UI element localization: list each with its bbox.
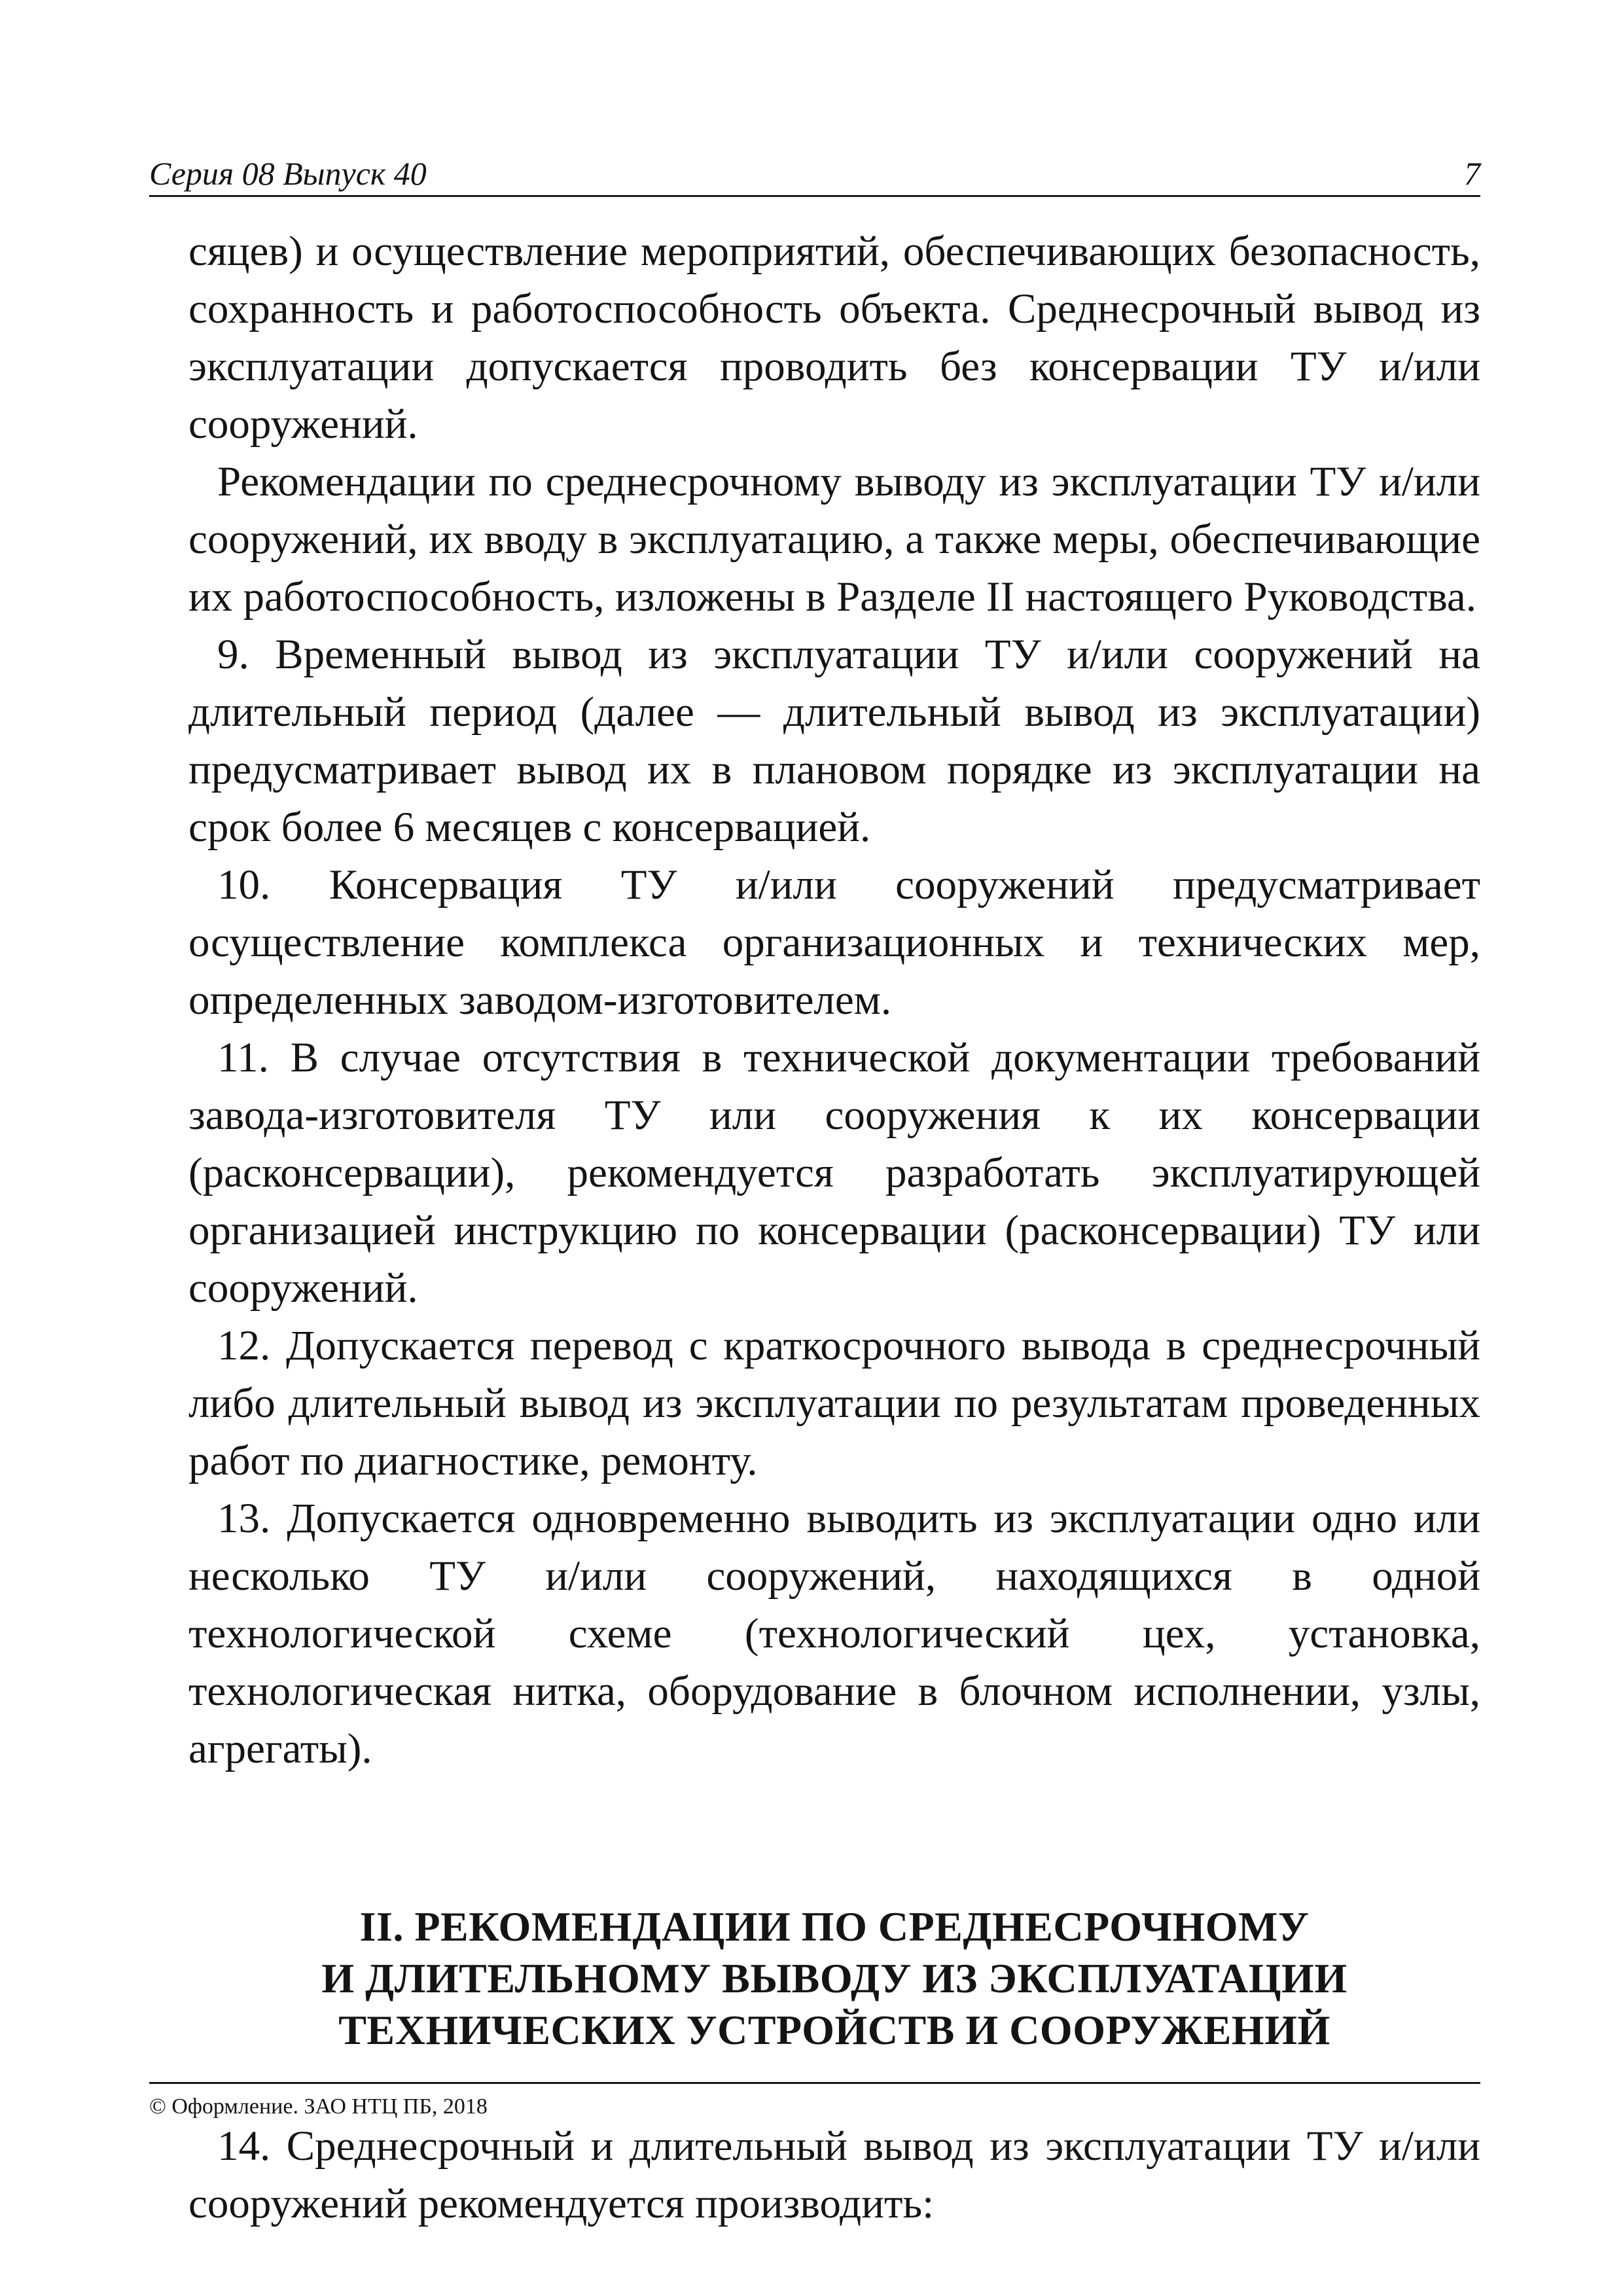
paragraph-item-12: 12. Допускается перевод с краткосрочного вывода в среднесрочный либо длительный вывод из эксплуатации по результатам проведенных работ по диагностике, ремонту. bbox=[188, 1322, 1480, 1484]
paragraph-item-11: 11. В случае отсутствия в технической документации требований завода-изготовителя ТУ или сооружения к их консервации (расконсервации), рекомендуется разработать эксплуатирующей организацией инструкцию по консервации (расконсервации) ТУ или сооружений. bbox=[188, 1034, 1480, 1312]
paragraph-item-14: 14. Среднесрочный и длительный вывод из эксплуатации ТУ и/или сооружений рекомендуется производить: bbox=[188, 2123, 1480, 2227]
running-header bbox=[149, 149, 1480, 197]
paragraph-item-13: 13. Допускается одновременно выводить из эксплуатации одно или несколько ТУ и/или сооружений, находящихся в одной технологической схеме (технологический цех, установка, технологическая нитка, оборудование в блочном исполнении, узлы, агрегаты). bbox=[188, 1495, 1480, 1772]
section-heading-line: II. РЕКОМЕНДАЦИИ ПО СРЕДНЕСРОЧНОМУ bbox=[359, 1903, 1310, 1950]
page-body bbox=[188, 223, 1480, 2233]
page-number: 7 bbox=[1464, 155, 1480, 192]
section-heading bbox=[228, 1901, 1441, 2056]
section-heading-line: ТЕХНИЧЕСКИХ УСТРОЙСТВ И СООРУЖЕНИЙ bbox=[338, 2007, 1330, 2053]
paragraph-continuation: сяцев) и осуществление мероприятий, обеспечивающих безопасность, сохранность и работоспособность объекта. Среднесрочный вывод из эксплуатации допускается проводить без консервации ТУ и/или сооружений. bbox=[188, 228, 1480, 448]
section-heading-line: И ДЛИТЕЛЬНОМУ ВЫВОДУ ИЗ ЭКСПЛУАТАЦИИ bbox=[321, 1955, 1347, 2001]
paragraph-item-10: 10. Консервация ТУ и/или сооружений предусматривает осуществление комплекса организационных и технических мер, определенных заводом-изготовителем. bbox=[188, 861, 1480, 1024]
copyright-note: © Оформление. ЗАО НТЦ ПБ, 2018 bbox=[149, 2094, 488, 2119]
page-footer bbox=[149, 2082, 1480, 2119]
paragraph-item-9: 9. Временный вывод из эксплуатации ТУ и/или сооружений на длительный период (далее — длительный вывод из эксплуатации) предусматривает вывод их в плановом порядке из эксплуатации на срок более 6 месяцев с консервацией. bbox=[188, 631, 1480, 851]
paragraph-recommendations: Рекомендации по среднесрочному выводу из эксплуатации ТУ и/или сооружений, их вводу в эксплуатацию, а также меры, обеспечивающие их работоспособность, изложены в Разделе II настоящего Руководства. bbox=[188, 458, 1480, 620]
series-title: Серия 08 Выпуск 40 bbox=[149, 155, 427, 192]
